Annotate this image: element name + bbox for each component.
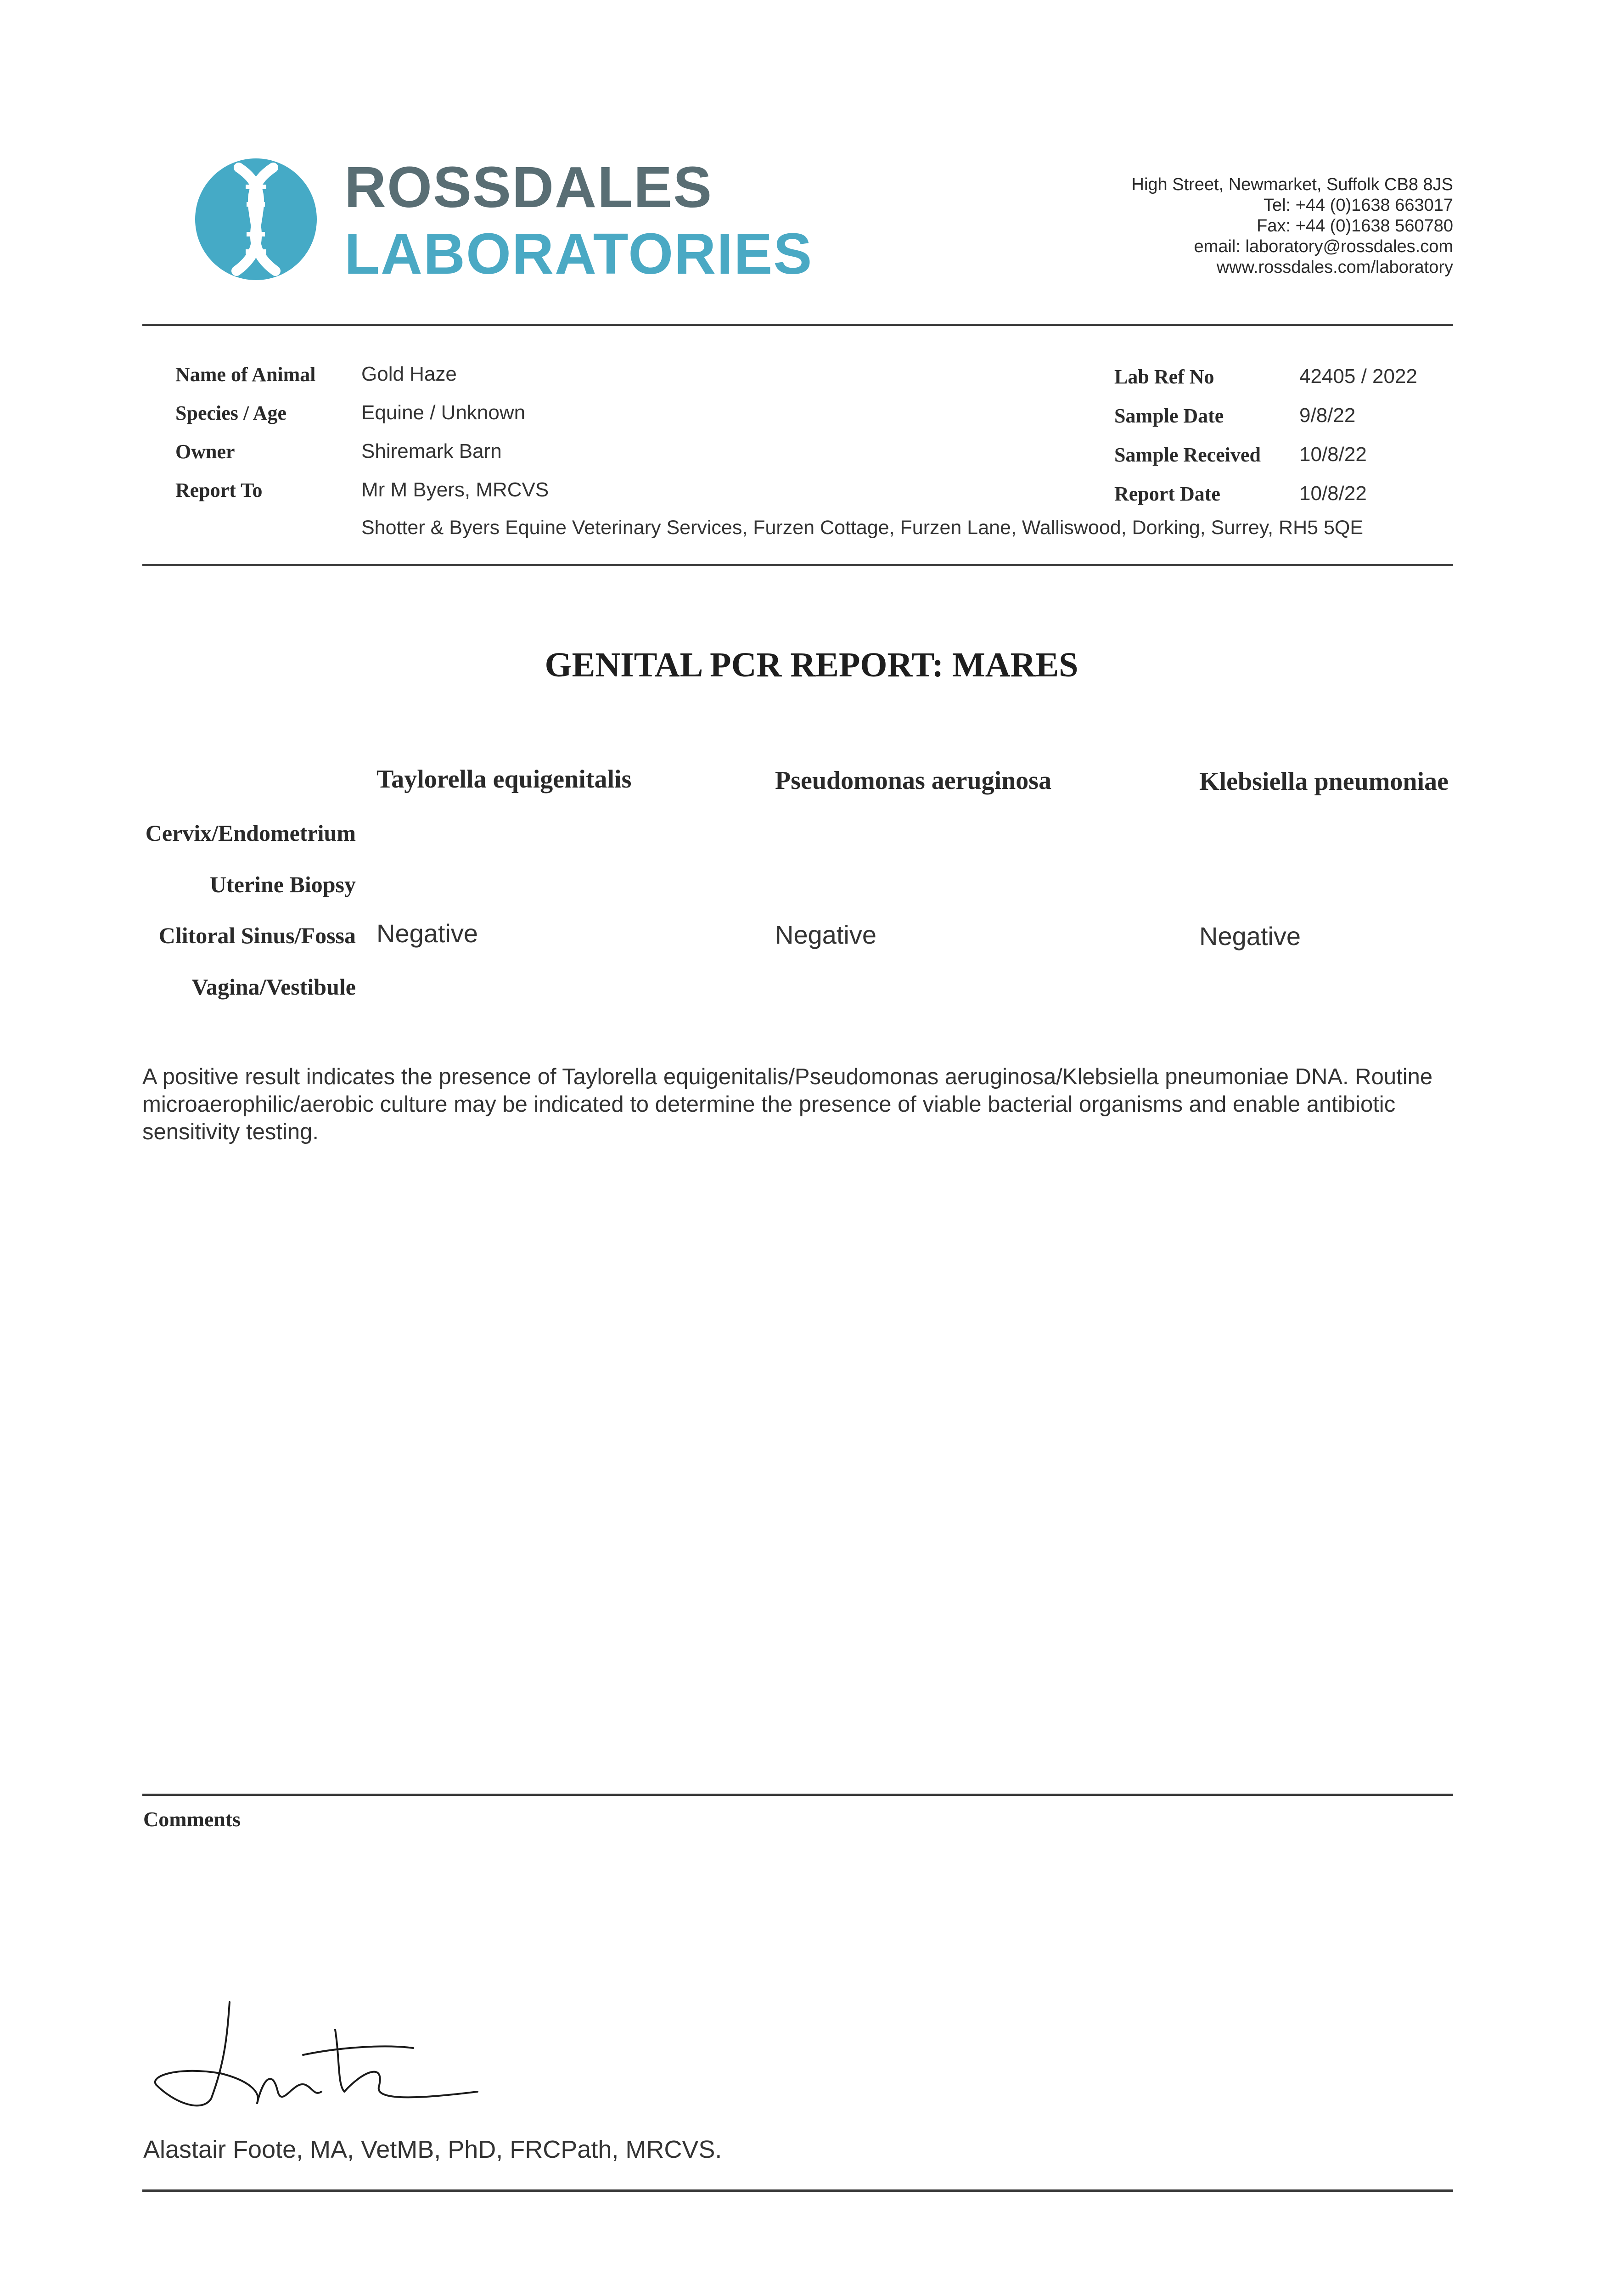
result-taylorella: Negative [376, 919, 478, 948]
report-date-value: 10/8/22 [1299, 482, 1367, 505]
divider [142, 324, 1453, 326]
row-label-cervix: Cervix/Endometrium [145, 820, 356, 846]
report-to-value: Mr M Byers, MRCVS [361, 478, 549, 501]
brand-name-line2: LABORATORIES [344, 221, 813, 286]
address-tel: Tel: +44 (0)1638 663017 [1263, 196, 1453, 215]
brand-name-line1: ROSSDALES [344, 155, 713, 219]
sample-date-value: 9/8/22 [1299, 404, 1356, 427]
row-label-clitoral-sinus: Clitoral Sinus/Fossa [158, 923, 356, 948]
report-date-label: Report Date [1114, 483, 1220, 505]
comments-label: Comments [143, 1807, 241, 1831]
species-label: Species / Age [175, 402, 286, 424]
signature-image [147, 1993, 496, 2122]
sample-date-label: Sample Date [1114, 405, 1224, 427]
lab-ref-label: Lab Ref No [1114, 366, 1214, 388]
result-pseudomonas: Negative [775, 920, 877, 949]
address-website: www.rossdales.com/laboratory [1216, 258, 1453, 277]
name-value: Gold Haze [361, 363, 457, 385]
lab-ref-value: 42405 / 2022 [1299, 365, 1417, 388]
divider [142, 1794, 1453, 1796]
owner-value: Shiremark Barn [361, 440, 502, 462]
sample-received-value: 10/8/22 [1299, 443, 1367, 466]
logo-emblem [195, 158, 317, 280]
row-label-vagina: Vagina/Vestibule [191, 974, 356, 1000]
result-klebsiella: Negative [1199, 922, 1301, 951]
address-line: High Street, Newmarket, Suffolk CB8 8JS [1131, 175, 1453, 194]
address-email: email: laboratory@rossdales.com [1194, 237, 1453, 256]
interpretation-note: A positive result indicates the presence of Taylorella equigenitalis/Pseudomonas aeruginosa/Klebsiella pneumoniae DNA. Routine microaerophilic/aerobic culture may be indicated to determine the presence of viable bacterial organisms and enable antibiotic sensitivity testing. [142, 1064, 1433, 1144]
address-fax: Fax: +44 (0)1638 560780 [1257, 216, 1453, 236]
column-header-taylorella: Taylorella equigenitalis [376, 765, 632, 793]
sample-received-label: Sample Received [1114, 444, 1261, 466]
lab-address [1040, 174, 1453, 278]
name-label: Name of Animal [175, 363, 316, 386]
owner-label: Owner [175, 440, 235, 463]
row-label-uterine-biopsy: Uterine Biopsy [209, 872, 356, 897]
species-value: Equine / Unknown [361, 401, 526, 424]
divider [142, 564, 1453, 566]
column-header-pseudomonas: Pseudomonas aeruginosa [775, 766, 1052, 795]
report-to-address: Shotter & Byers Equine Veterinary Services, Furzen Cottage, Furzen Lane, Walliswood, Dorking, Surrey, RH5 5QE [361, 517, 1364, 539]
column-header-klebsiella: Klebsiella pneumoniae [1199, 767, 1449, 796]
divider [142, 2189, 1453, 2192]
dna-helix-icon [195, 158, 317, 280]
report-to-label: Report To [175, 479, 263, 501]
signer-name: Alastair Foote, MA, VetMB, PhD, FRCPath, MRCVS. [143, 2136, 722, 2163]
report-title: GENITAL PCR REPORT: MARES [545, 646, 1078, 684]
